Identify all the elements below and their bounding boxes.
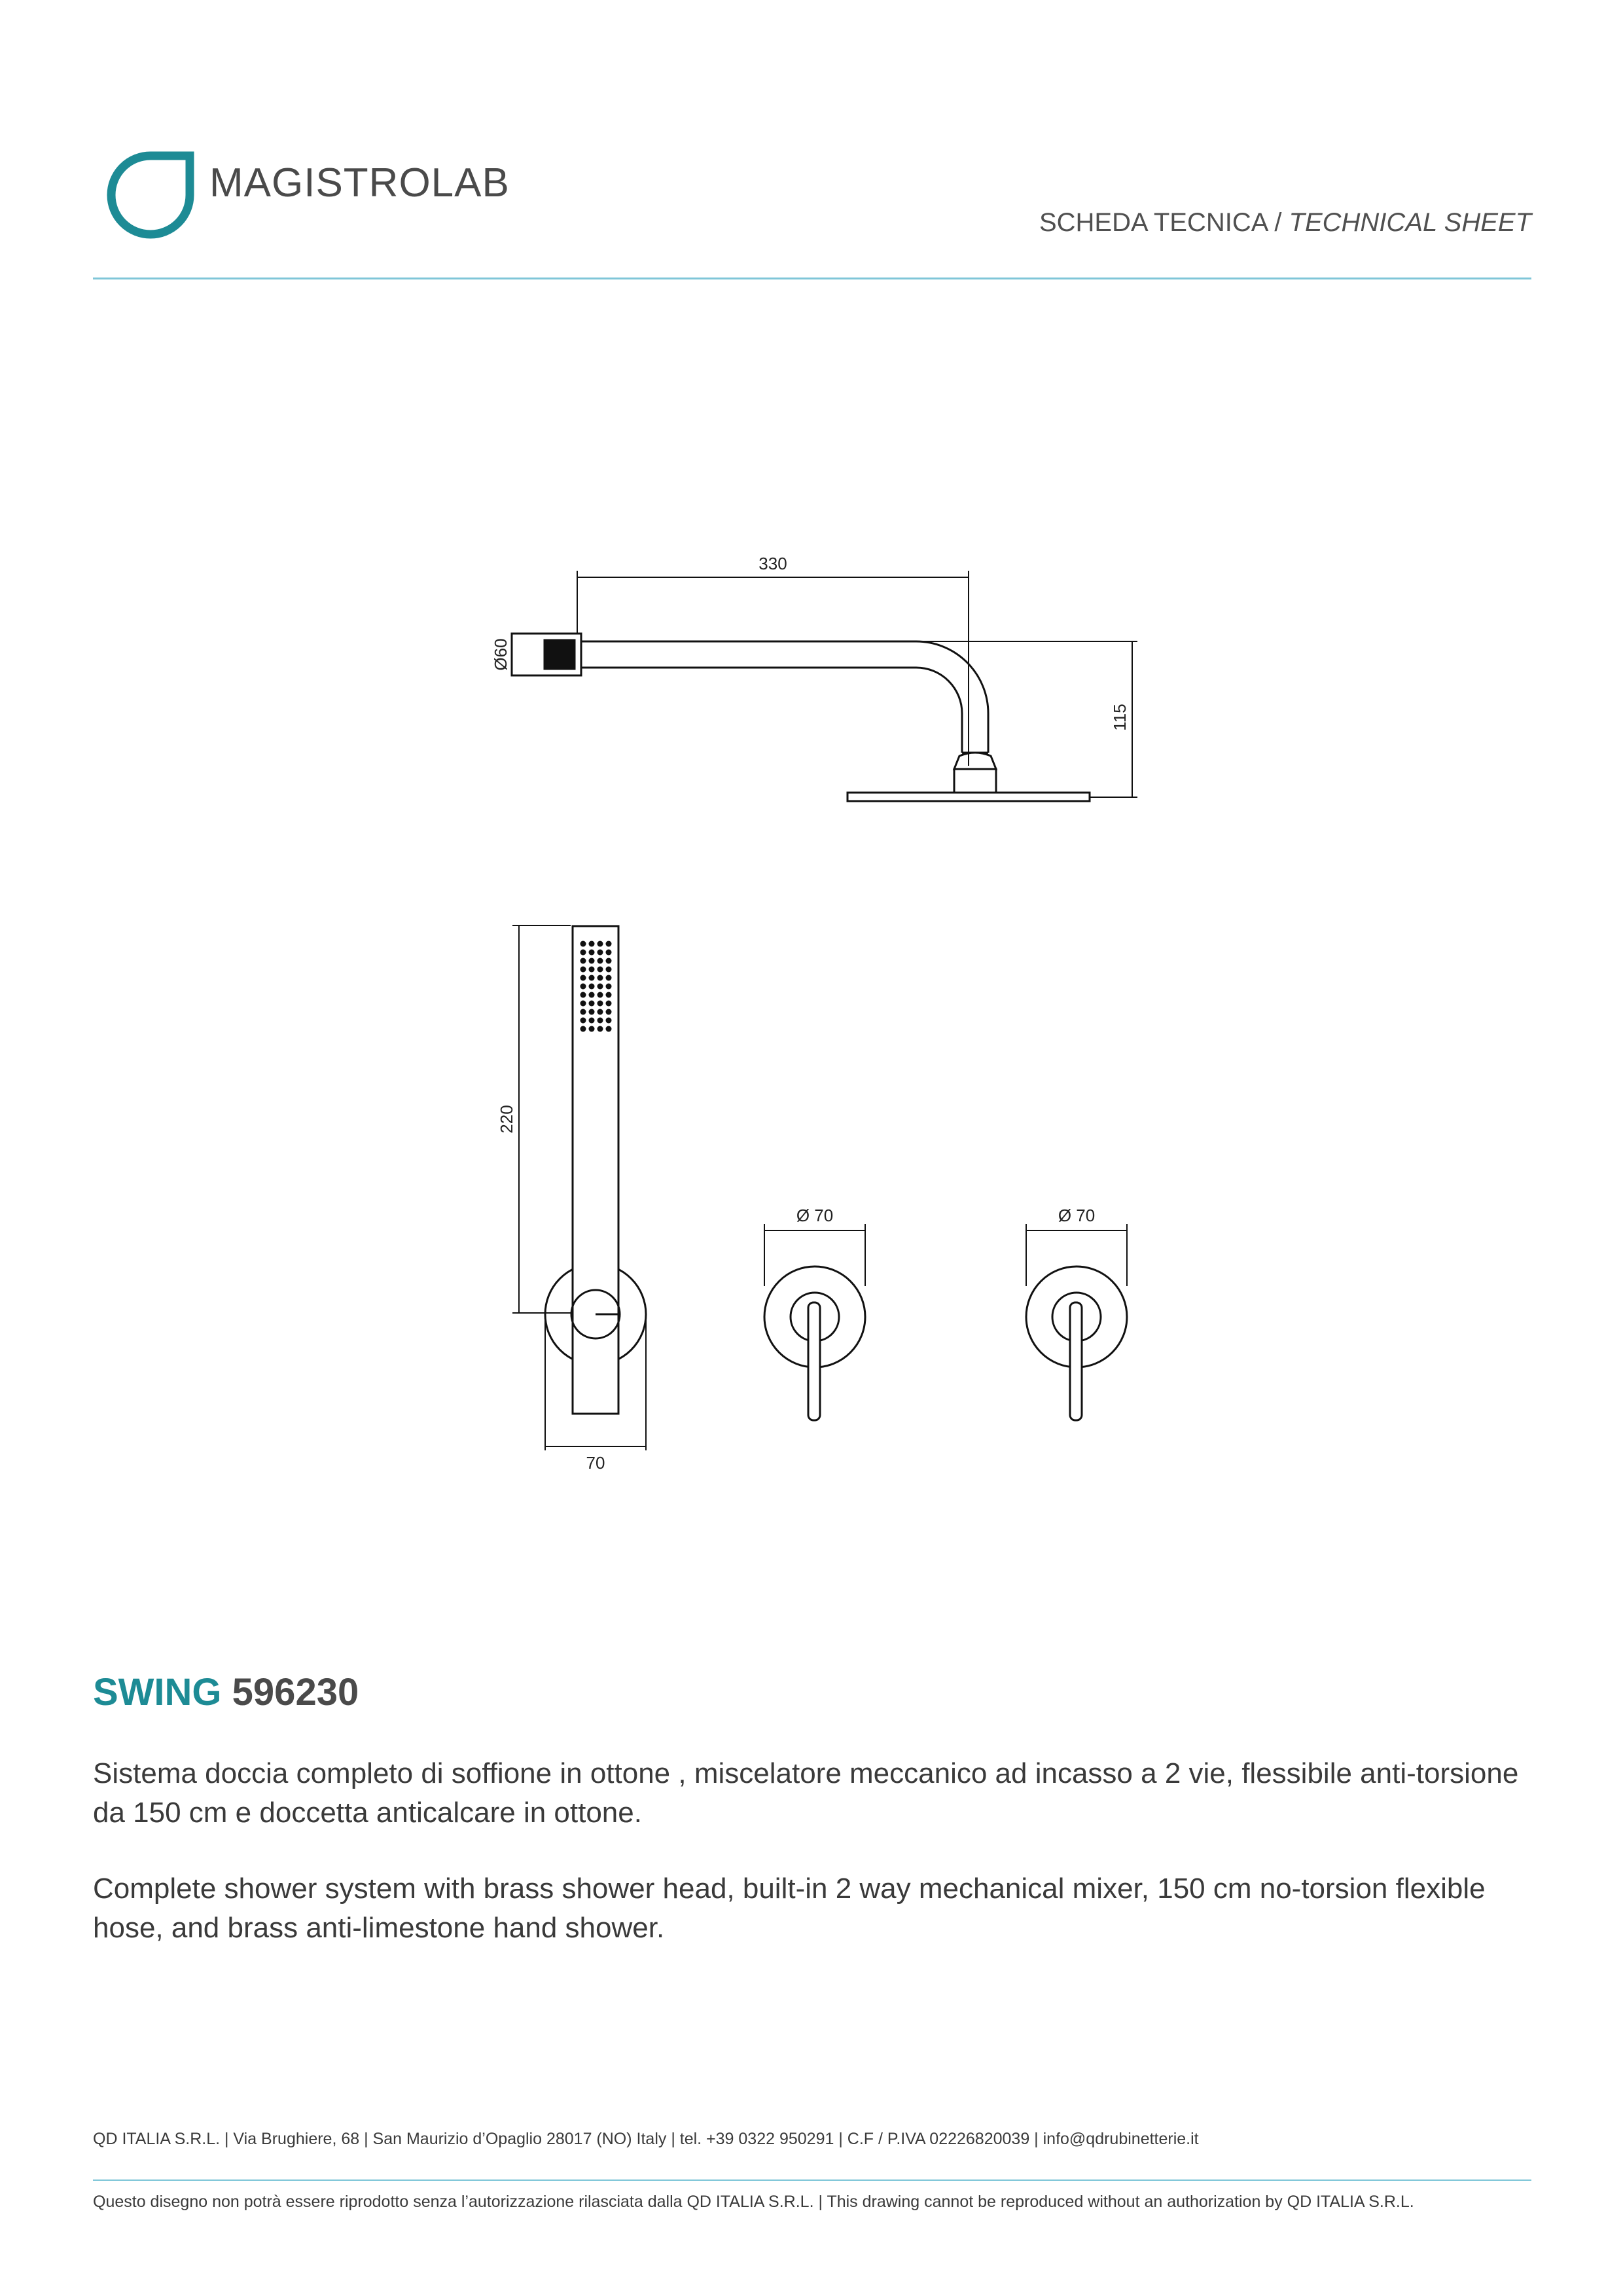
product-code: 596230 [232, 1671, 359, 1713]
dim-70-label: 70 [586, 1453, 605, 1473]
brand-name: MAGISTROLAB [209, 160, 510, 206]
product-name: SWING [93, 1671, 222, 1713]
nozzle-dot [597, 958, 603, 964]
nozzle-dot [606, 950, 612, 956]
dim-m1-label: Ø 70 [796, 1206, 834, 1225]
nozzle-dot [589, 950, 595, 956]
footer-company-info: QD ITALIA S.R.L. | Via Brughiere, 68 | San Maurizio d’Opaglio 28017 (NO) Italy | tel. +39 0322 950291 | C.F / P.IVA 02226820039 | info@qdrubinetterie.it [93, 2130, 1199, 2148]
nozzle-dot [597, 967, 603, 973]
nozzle-dot [580, 984, 586, 990]
dimension-lines-mixer-1 [764, 1224, 865, 1286]
nozzle-dot [606, 1001, 612, 1007]
nozzle-dot [606, 992, 612, 998]
product-title [93, 1670, 359, 1714]
nozzle-dot [580, 941, 586, 947]
nozzle-dot [580, 975, 586, 981]
mixer-1 [764, 1266, 865, 1420]
footer-divider [93, 2179, 1531, 2181]
nozzle-dot [589, 1009, 595, 1015]
nozzle-dot [580, 1026, 586, 1032]
description-english: Complete shower system with brass shower head, built-in 2 way mechanical mixer, 150 cm no-torsion flexible hose, and brass anti-limestone hand shower. [93, 1873, 1486, 1944]
nozzle-dot [606, 941, 612, 947]
nozzle-dot [580, 958, 586, 964]
ball-joint [954, 753, 996, 769]
nozzle-dot [606, 975, 612, 981]
nozzle-dot [580, 1009, 586, 1015]
mixer-2 [1026, 1266, 1127, 1420]
nozzle-dot [606, 1018, 612, 1024]
wall-connector [544, 640, 575, 669]
nozzle-dot [580, 1018, 586, 1024]
shower-arm-top [581, 641, 988, 753]
nozzle-dot [606, 1009, 612, 1015]
dimension-lines-top [577, 571, 1137, 797]
nozzle-dot [606, 958, 612, 964]
nozzle-dot [597, 975, 603, 981]
sheet-title-it: SCHEDA TECNICA [1039, 208, 1268, 237]
nozzle-dot [606, 984, 612, 990]
nozzle-dot [597, 1018, 603, 1024]
nozzle-dot [580, 1001, 586, 1007]
sheet-title-separator: / [1267, 208, 1289, 237]
shower-arm-bottom [581, 668, 962, 753]
nozzle-dot [580, 992, 586, 998]
nozzle-dot [589, 1001, 595, 1007]
nozzle-dot [597, 992, 603, 998]
nozzle-dot [589, 1018, 595, 1024]
description-italian: Sistema doccia completo di soffione in ottone , miscelatore meccanico ad incasso a 2 vie, flessibile anti-torsione da 150 cm e doccetta anticalcare in ottone. [93, 1757, 1519, 1829]
nozzle-dot [589, 958, 595, 964]
hand-shower-assembly [545, 926, 646, 1414]
dim-330-label: 330 [758, 554, 787, 573]
dim-m2-label: Ø 70 [1058, 1206, 1096, 1225]
nozzle-dot [597, 1009, 603, 1015]
nozzle-dot [597, 1026, 603, 1032]
nozzle-dot [589, 941, 595, 947]
shower-head-assembly [512, 634, 1090, 801]
dim-115-label: 115 [1110, 704, 1130, 731]
nozzle-dot [589, 967, 595, 973]
head-connector [954, 769, 996, 793]
nozzle-dot [597, 941, 603, 947]
nozzle-dot [589, 992, 595, 998]
shower-head-plate [847, 793, 1090, 801]
nozzle-dot [589, 984, 595, 990]
nozzle-dot [589, 975, 595, 981]
dimension-lines-mixer-2 [1026, 1224, 1127, 1286]
nozzle-dot [606, 1026, 612, 1032]
dim-220-label: 220 [497, 1105, 516, 1134]
nozzle-dot [597, 1001, 603, 1007]
dim-60-label: Ø60 [491, 638, 510, 671]
nozzle-dot [597, 984, 603, 990]
nozzle-dot [580, 950, 586, 956]
mixer-1-lever [808, 1302, 820, 1420]
sheet-title-en: TECHNICAL SHEET [1289, 208, 1531, 237]
nozzle-dot [606, 967, 612, 973]
footer-copyright-note: Questo disegno non potrà essere riprodotto senza l’autorizzazione rilasciata dalla QD ITALIA S.R.L. | This drawing cannot be reproduced without an authorization by QD ITALIA S.R.L. [93, 2193, 1414, 2211]
nozzle-dot [580, 967, 586, 973]
mixer-2-lever [1070, 1302, 1082, 1420]
nozzle-dot [597, 950, 603, 956]
hand-shower-body [573, 926, 618, 1414]
nozzle-dot [589, 1026, 595, 1032]
